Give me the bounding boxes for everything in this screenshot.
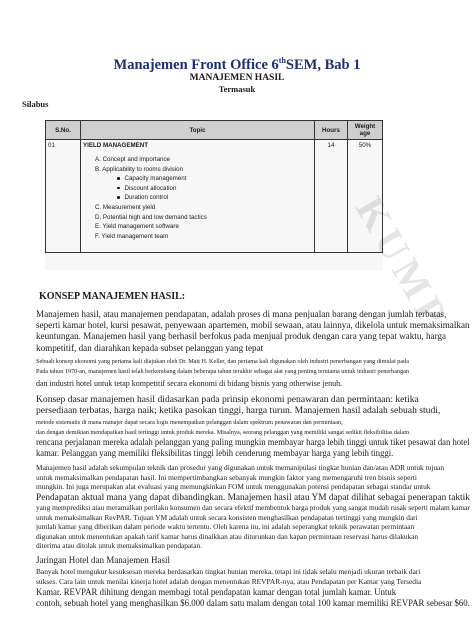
text-line: keuntungan. Manajemen hasil yang berhasil berfokus pada menjual produk dengan cara yang tepat waktu, harga <box>36 331 447 343</box>
bullet-icon <box>117 196 120 199</box>
topic-list <box>83 155 312 241</box>
topic-label: C. Measurement yield <box>95 203 156 211</box>
syllabus-header-row <box>46 121 383 140</box>
text-line: untuk memaksimalkan pendapatan hasil. Ini mempertimbangkan sebanyak mungkin faktor yang memengaruhi tren bisnis seperti <box>36 472 417 482</box>
paragraph-5-end <box>36 587 470 610</box>
row-no: 01 <box>46 140 81 253</box>
bullet-icon <box>117 187 120 190</box>
topic-item <box>83 203 312 213</box>
topic-item <box>83 222 312 232</box>
text-line: untuk memaksimalkan RevPAR. Tujuan YM adalah untuk secara konsisten menghasilkan pendapatan tertinggi yang mungkin dari <box>36 512 418 522</box>
topic-label: Capacity management <box>124 175 187 183</box>
title-superscript: th <box>278 56 286 65</box>
paragraph-2-small <box>36 357 438 376</box>
paragraph-3 <box>36 394 441 417</box>
row-topic <box>81 140 315 253</box>
text-line: Banyak hotel mengukur kesuksesan mereka berdasarkan tingkat hunian mereka, tetapi ini tidak selalu menjadi ukuran terbaik dari <box>36 567 421 576</box>
topic-item <box>83 213 312 223</box>
topic-label: A. Concept and importance <box>95 156 170 163</box>
col-header-topic: Topic <box>81 121 315 140</box>
paragraph-2: dan industri hotel untuk tetap kompetitif secara ekonomi di bidang bisnis yang otherwise jenuh. <box>36 379 343 388</box>
text-line: Pada tahun 1970-an, manajemen hasil telah berkembang dalam beberapa tahun terakhir sebagai alat yang penting terutama untuk industri penerbangan <box>36 367 410 375</box>
topic-item <box>83 155 312 165</box>
topic-label: B. Applicability to rooms division <box>95 165 184 173</box>
document-subtitle-2: Termasuk <box>218 84 256 94</box>
text-line: persediaan terbatas, harga naik; ketika pasokan tinggi, harga turun. Manajemen hasil adalah sebuah studi, <box>36 405 441 417</box>
topic-label: E. Yield management software <box>95 223 179 231</box>
row-hours: 14 <box>315 140 348 253</box>
text-line: Manajemen hasil, atau manajemen pendapatan, adalah proses di mana penjualan barang dengan jumlah terbatas, <box>36 309 447 320</box>
bullet-icon <box>117 177 120 180</box>
text-line: dan dengan demikian mendapatkan hasil tertinggi untuk produk mereka. Misalnya, seorang pelanggan yang memiliki sangat sedikit fleksibilitas dalam <box>36 428 410 436</box>
paragraph-4-big: Pendapatan aktual mana yang dapat dibandingkan. Manajemen hasil atau YM dapat dilihat sebagai penerapan taktik <box>36 492 470 503</box>
topic-subitem <box>83 174 312 184</box>
text-line: mungkin. Ini juga merupakan alat evaluasi yang memungkinkan FOM untuk menggunakan potensi pendapatan sebagai standar untuk <box>36 482 431 492</box>
col-header-sno: S.No. <box>46 121 81 140</box>
text-line: sukses. Cara lain untuk menilai kinerja hotel adalah dengan menentukan REVPAR-nya, atau Pendapatan per Kamar yang Tersedia <box>36 576 422 586</box>
text-line: diterima atau ditolak untuk memaksimalkan pendapatan. <box>36 541 202 551</box>
text-line: rencana perjalanan mereka adalah pelanggan yang paling mungkin membayar harga lebih tinggi untuk tiket pesawat dan hotel <box>36 437 470 448</box>
paragraph-5 <box>36 567 438 586</box>
col-header-weight: Weight age <box>348 121 383 140</box>
row-topic-title: YIELD MANAGEMENT <box>83 142 148 149</box>
subheading: Jaringan Hotel dan Manajemen Hasil <box>36 555 170 565</box>
paragraph-4-end <box>36 503 470 551</box>
topic-subitem <box>83 184 312 194</box>
topic-label: Duration control <box>124 194 169 202</box>
paragraph-3-end <box>36 437 470 460</box>
text-line: jumlah kamar yang diberikan dalam periode waktu tertentu. Oleh karena itu, ini adalah seperangkat teknik perawatan permintaan <box>36 522 415 532</box>
paragraph-4 <box>36 463 445 492</box>
paragraph-1 <box>36 309 470 354</box>
text-line: Kamar. REVPAR dihitung dengan membagi total pendapatan kamar dengan total jumlah kamar. Untuk <box>36 587 397 598</box>
text-line: kompetitif, dan diarahkan kepada subset pelanggan yang tepat <box>36 342 264 354</box>
paragraph-3-small <box>36 418 438 437</box>
section-heading: KONSEP MANAJEMEN HASIL: <box>39 291 186 302</box>
text-line: seperti kamar hotel, kursi pesawat, penyewaan apartemen, mobil sewaan, atau lainnya, dikelola untuk memaksimalkan <box>36 320 470 332</box>
topic-label: D. Potential high and low demand tactics <box>95 213 207 221</box>
document-title <box>0 56 474 74</box>
topic-label: Discount allocation <box>124 184 177 192</box>
topic-label: F. Yield management team <box>95 232 169 240</box>
text-line: Manajemen hasil adalah sekumpulan teknik dan prosedur yang digunakan untuk memanipulasi tingkat hunian dan/atau ADR untuk tujuan <box>36 463 445 472</box>
document-subtitle: MANAJEMEN HASIL <box>189 73 285 83</box>
watermark-text: KUMP <box>347 188 460 339</box>
text-line: contoh, sebuah hotel yang menghasilkan $6.000 dalam satu malam dengan total 100 kamar memiliki REVPAR sebesar $60. <box>36 598 470 610</box>
text-line: metode sistematis di mana manajer dapat secara logis menempatkan pelanggan dalam spektrum penawaran dan permintaan, <box>36 419 343 426</box>
title-text-end: SEM, Bab 1 <box>285 56 361 73</box>
row-weight: 50% <box>348 140 383 253</box>
topic-subitem <box>83 193 312 203</box>
syllabus-row <box>46 140 383 253</box>
title-text: Manajemen Front Office 6 <box>113 56 279 73</box>
section-label: Silabus <box>22 99 49 109</box>
col-header-hours: Hours <box>315 121 348 140</box>
topic-item <box>83 232 312 242</box>
syllabus-table-image <box>45 120 383 270</box>
syllabus-table <box>45 120 383 253</box>
text-line: Konsep dasar manajemen hasil didasarkan pada prinsip ekonomi penawaran dan permintaan: ketika <box>36 394 419 405</box>
text-line: digunakan untuk menentukan apakah tarif kamar harus dinaikkan atau diturunkan dan kapan permintaan reservasi harus dilakukan <box>36 531 419 541</box>
topic-item <box>83 165 312 175</box>
text-line: kamar. Pelanggan yang memiliki fleksibilitas tinggi lebih cenderung membayar harga yang lebih tinggi. <box>36 448 394 460</box>
text-line: yang memprediksi atau meramalkan perilaku konsumen dan secara efektif membentuk harga produk yang sangat mudah rusak seperti malam kamar <box>36 503 470 512</box>
text-line: Sebuah konsep ekonomi yang pertama kali diajukan oleh Dr. Matt H. Keller, dan pertama kali digunakan oleh industri penerbangan yang dimulai pada <box>36 358 409 365</box>
